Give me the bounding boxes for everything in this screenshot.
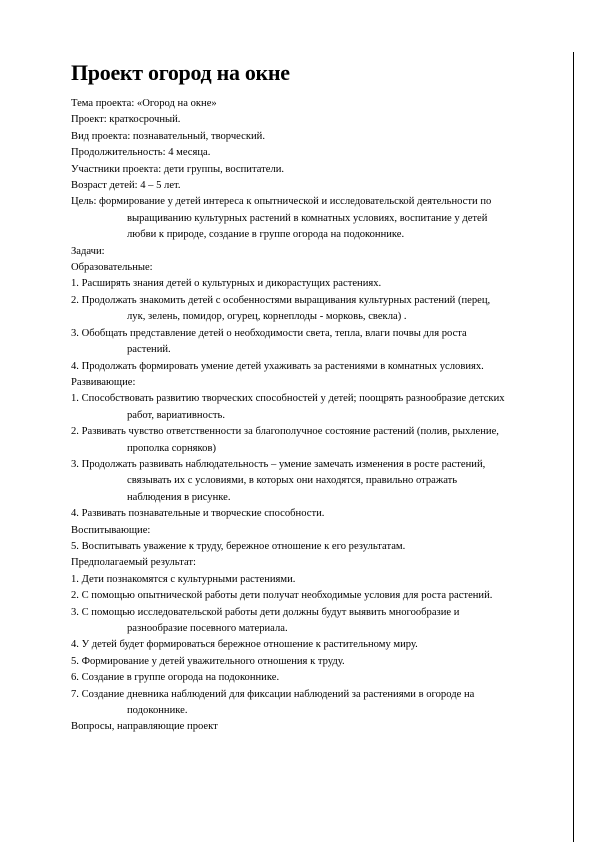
project-type-line: Проект: краткосрочный. <box>71 114 181 126</box>
developing-item-2: 2. Развивать чувство ответственности за благополучное состояние растений (полив, рыхление, прополка сорняков) <box>71 426 499 454</box>
educational-heading: Образовательные: <box>71 262 153 274</box>
result-item-6: 6. Создание в группе огорода на подоконнике. <box>71 672 280 684</box>
goal-paragraph: Цель: формирование у детей интереса к опытнической и исследовательской деятельности по выращиванию культурных растений в комнатных условиях, воспитание у детей любви к природе, создание в группе огорода на подоконнике. <box>71 196 492 241</box>
educational-item-2: 2. Продолжать знакомить детей с особенностями выращивания культурных растений (перец, лук, зелень, помидор, огурец, корнеплоды - морковь, свекла) . <box>71 294 491 323</box>
result-item-2: 2. С помощью опытнической работы дети получат необходимые условия для роста растений. <box>71 590 493 602</box>
developing-item-4: 4. Развивать познавательные и творческие способности. <box>71 508 325 520</box>
upbringing-item-5: 5. Воспитывать уважение к труду, бережное отношение к его результатам. <box>71 540 406 552</box>
developing-item-3: 3. Продолжать развивать наблюдательность – умение замечать изменения в росте растений, связывать их с условиями, в которых они находятся, правильно отражать наблюдения в рисунке. <box>71 458 486 503</box>
result-item-3: 3. С помощью исследовательской работы дети должны будут выявить многообразие и разнообразие посевного материала. <box>71 606 460 634</box>
expected-result-heading: Предполагаемый результат: <box>71 557 196 569</box>
tasks-heading: Задачи: <box>71 245 105 257</box>
educational-item-1: 1. Расширять знания детей о культурных и дикорастущих растениях. <box>71 278 382 290</box>
result-item-1: 1. Дети познакомятся с культурными растениями. <box>71 573 296 585</box>
developing-heading: Развивающие: <box>71 376 136 388</box>
result-item-4: 4. У детей будет формироваться бережное отношение к растительному миру. <box>71 639 418 651</box>
guiding-questions-heading: Вопросы, направляющие проект <box>71 721 218 733</box>
page-edge-divider <box>573 52 574 842</box>
document-title: Проект огород на окне <box>71 60 290 85</box>
participants-line: Участники проекта: дети группы, воспитатели. <box>71 163 285 175</box>
result-item-7: 7. Создание дневника наблюдений для фиксации наблюдений за растениями в огороде на подоконнике. <box>71 688 475 717</box>
developing-item-1: 1. Способствовать развитию творческих способностей у детей; поощрять разнообразие детских работ, вариативность. <box>71 393 505 421</box>
educational-item-3: 3. Обобщать представление детей о необходимости света, тепла, влаги почвы для роста растений. <box>71 327 467 356</box>
project-kind-line: Вид проекта: познавательный, творческий. <box>71 130 265 142</box>
educational-item-4: 4. Продолжать формировать умение детей ухаживать за растениями в комнатных условиях. <box>71 360 484 372</box>
result-item-5: 5. Формирование у детей уважительного отношения к труду. <box>71 655 345 667</box>
topic-line: Тема проекта: «Огород на окне» <box>71 98 217 109</box>
upbringing-heading: Воспитывающие: <box>71 524 151 536</box>
document-body <box>71 96 511 736</box>
duration-line: Продолжительность: 4 месяца. <box>71 147 211 159</box>
age-line: Возраст детей: 4 – 5 лет. <box>71 180 181 192</box>
